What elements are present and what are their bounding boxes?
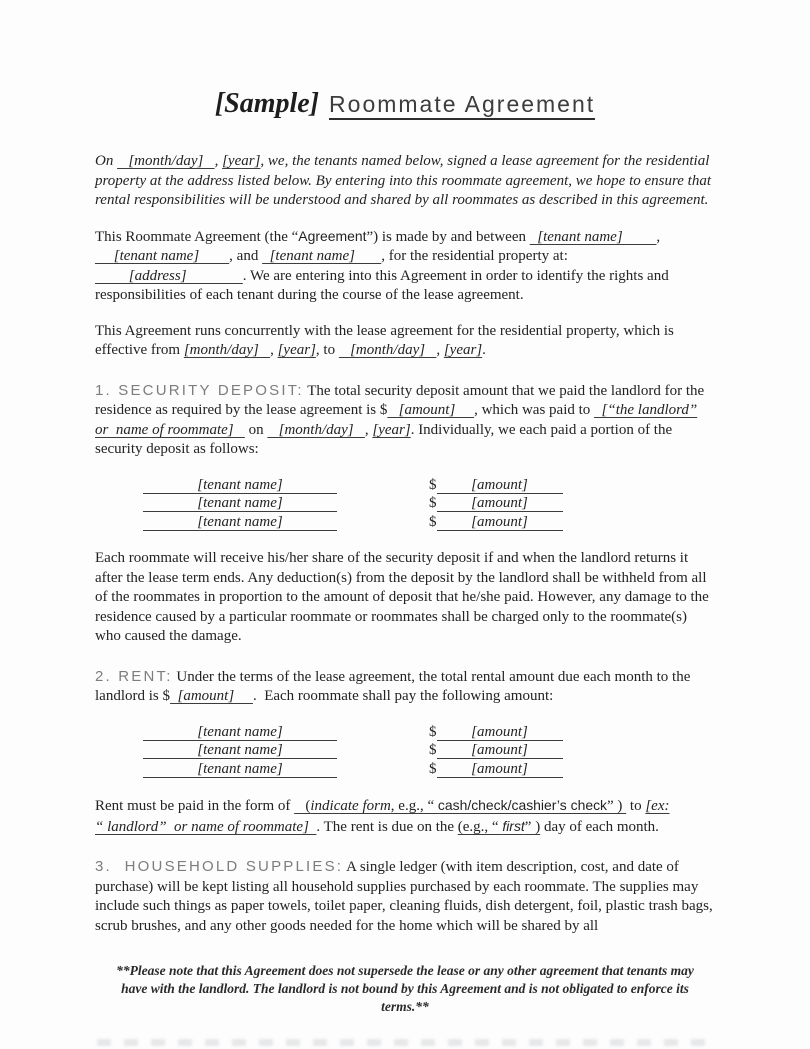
- currency-sign: $: [429, 760, 437, 777]
- tenant-name-placeholder: [tenant name]: [197, 760, 283, 777]
- amount-placeholder: [amount]: [471, 723, 528, 740]
- amount-group: [429, 477, 563, 493]
- rent-rows: [95, 723, 715, 779]
- amount-placeholder: [amount]: [471, 476, 528, 493]
- section-household-supplies: 3. HOUSEHOLD SUPPLIES: A single ledger (with item description, cost, and date of purchase) will be kept listing all household supplies purchased by each roommate. The supplies may include such things as paper towels, toilet paper, cleaning fluids, dish detergent, foil, plastic trash bags, scrub brushes, and any other goods needed for the home which will be shared by all: [95, 858, 713, 934]
- deposit-row: [95, 476, 715, 495]
- amount-group: [429, 495, 563, 511]
- title-main-label: Roommate Agreement: [329, 91, 595, 120]
- rent-row: [95, 760, 715, 779]
- amount-field: [437, 476, 563, 494]
- amount-field: [437, 494, 563, 512]
- currency-sign: $: [429, 723, 437, 740]
- amount-placeholder: [amount]: [471, 513, 528, 530]
- tenant-name-field: [143, 741, 337, 759]
- tenant-name-placeholder: [tenant name]: [197, 495, 283, 511]
- amount-placeholder: [amount]: [471, 742, 528, 758]
- rent-row: [95, 723, 715, 742]
- amount-group: [429, 761, 563, 777]
- amount-field: [437, 723, 563, 741]
- parties-paragraph: This Roommate Agreement (the “Agreement”) is made by and between [tenant name] , [tenant name] , and [tenant name] , for the residential property at: [address] . We are entering into this Agreement in order to identify the rights and responsibilities of each tenant during the course of the lease agreement.: [95, 227, 669, 303]
- deposit-row: [95, 513, 715, 532]
- footnote: **Please note that this Agreement does not supersede the lease or any other agreement that tenants may have with the landlord. The landlord is not bound by this Agreement and is not obligated to enforce its terms.**: [116, 963, 694, 1014]
- section-security-deposit: 1. SECURITY DEPOSIT: The total security deposit amount that we paid the landlord for the residence as required by the lease agreement is $ [amount] , which was paid to [“the landlord” or name of roommate] on [month/day] , [year]. Individually, we each paid a portion of the security deposit as follows:: [95, 381, 705, 457]
- amount-group: [429, 742, 563, 758]
- currency-sign: $: [429, 742, 437, 758]
- tenant-name-placeholder: [tenant name]: [197, 742, 283, 758]
- tenant-name-field: [143, 476, 337, 494]
- term-paragraph: This Agreement runs concurrently with the lease agreement for the residential property, which is effective from [month/day] , [year], to [month/day] , [year].: [95, 322, 674, 358]
- amount-group: [429, 514, 563, 530]
- deposit-row: [95, 494, 715, 513]
- amount-field: [437, 513, 563, 531]
- tenant-name-field: [143, 513, 337, 531]
- intro-paragraph: On [month/day] , [year], we, the tenants named below, signed a lease agreement for the residential property at the address listed below. By entering into this roommate agreement, we hope to ensure that rental responsibilities will be understood and shared by all roommates as described in this agreement.: [95, 153, 712, 208]
- amount-field: [437, 760, 563, 778]
- tenant-name-placeholder: [tenant name]: [197, 476, 283, 493]
- title-sample-label: [Sample]: [214, 88, 320, 119]
- amount-placeholder: [amount]: [471, 495, 528, 511]
- document-title: [95, 88, 715, 120]
- section-rent: 2. RENT: Under the terms of the lease agreement, the total rental amount due each month to the landlord is $ [amount] . Each roommate shall pay the following amount:: [95, 667, 691, 704]
- tenant-name-placeholder: [tenant name]: [197, 723, 283, 740]
- amount-field: [437, 741, 563, 759]
- amount-group: [429, 724, 563, 740]
- currency-sign: $: [429, 476, 437, 493]
- scan-artifact-strip: [97, 1039, 713, 1046]
- currency-sign: $: [429, 513, 437, 530]
- tenant-name-placeholder: [tenant name]: [197, 513, 283, 530]
- deposit-rows: [95, 476, 715, 532]
- amount-placeholder: [amount]: [471, 760, 528, 777]
- tenant-name-field: [143, 723, 337, 741]
- deposit-terms-paragraph: Each roommate will receive his/her share of the security deposit if and when the landlord returns it after the lease term ends. Any deduction(s) from the deposit by the landlord shall be withheld from all of the roommates in proportion to the amount of deposit that he/she paid. However, any damage to the residence caused by a particular roommate or roommates shall be charged only to the roommate(s) who caused the damage.: [95, 550, 709, 644]
- currency-sign: $: [429, 495, 437, 511]
- tenant-name-field: [143, 494, 337, 512]
- rent-form-paragraph: Rent must be paid in the form of (indicate form, e.g., “ cash/check/cashier’s check” ) to [ex: “ landlord” or name of roommate] . The rent is due on the (e.g., “ first” ) day of each month.: [95, 797, 670, 835]
- rent-row: [95, 741, 715, 760]
- tenant-name-field: [143, 760, 337, 778]
